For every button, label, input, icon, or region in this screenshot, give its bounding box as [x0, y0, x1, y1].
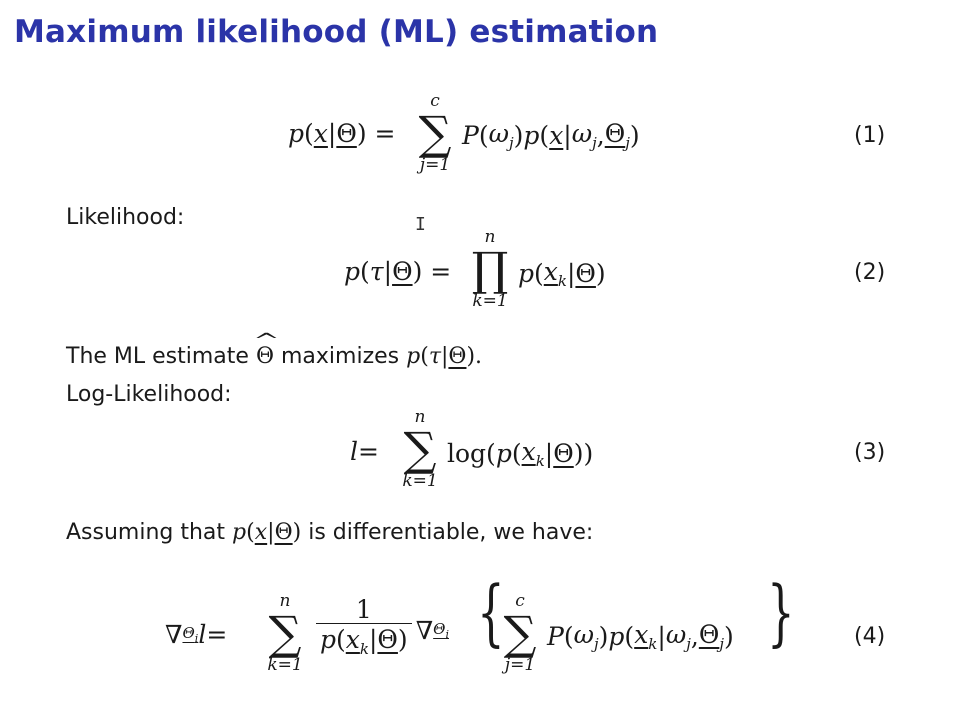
assuming-line: Assuming that p(x|Θ) is differentiable, we have: [66, 520, 594, 545]
eq3-number: (3) [854, 440, 886, 465]
eq1-lhs: p ( x | Θ ) = [288, 119, 396, 148]
eq1-rhs: P ( $\omega_j$ ) p ( x | $\omega_j$ , $\Theta_j$ ) [462, 119, 640, 152]
eq4-outer-sum-upper: n [279, 591, 291, 611]
eq2-prod-lower: k=1 [472, 291, 508, 311]
eq4-number: (4) [854, 624, 886, 649]
slide-title: Maximum likelihood (ML) estimation [14, 14, 659, 50]
eq2-rhs: p ( $x_k$ | Θ ) [518, 257, 606, 290]
ml-estimate-text-2: maximizes [281, 344, 400, 369]
eq1-sum: c ∑ j=1 [405, 92, 465, 174]
eq4-inner-rhs: P ( $\omega_j$ ) p ( $x_k$ | $\omega_j$ , $\Theta_j$ ) [547, 620, 734, 653]
eq3-sum-lower: k=1 [402, 471, 438, 491]
assuming-text-2: is differentiable, we have: [308, 520, 594, 545]
eq2-product: n ∏ k=1 [460, 228, 520, 310]
likelihood-label: Likelihood: [66, 205, 185, 230]
eq4-lhs: ∇ $\Theta_i$ l = [165, 620, 228, 649]
eq3-lhs: l = [350, 437, 379, 466]
text-cursor-icon: I [415, 214, 426, 235]
eq4-inner-sum-upper: c [515, 591, 525, 611]
eq3-rhs: log( p ( $x_k$ | Θ )) [447, 437, 594, 470]
eq2-lhs: p ( τ | Θ ) = [344, 257, 452, 286]
eq1-number: (1) [854, 123, 886, 148]
ml-estimate-line: The ML estimate ^ Θ maximizes p(τ|Θ). [66, 344, 482, 369]
ml-estimate-text-1: The ML estimate [66, 344, 249, 369]
eq4-inner-sum-lower: j=1 [504, 655, 536, 675]
eq4-fraction-part: $\frac{1}{p(x_k|\Theta)}$ ∇ $\Theta_i$ [312, 597, 449, 663]
eq3-sum: n ∑ k=1 [390, 408, 450, 490]
eq4-fraction: $\frac{1}{p(x_k|\Theta)}$ [316, 597, 412, 663]
eq1-sum-upper: c [430, 91, 440, 111]
eq4-outer-sum: n ∑ k=1 [255, 592, 315, 674]
loglikelihood-label: Log-Likelihood: [66, 382, 232, 407]
eq1-sum-lower: j=1 [419, 155, 451, 175]
eq2-prod-upper: n [484, 227, 496, 247]
eq4-left-brace: { [477, 570, 505, 654]
eq4-inner-sum: c ∑ j=1 [490, 592, 550, 674]
eq4-numerator: 1 [355, 595, 372, 624]
eq2-number: (2) [854, 260, 886, 285]
eq4-outer-sum-lower: k=1 [267, 655, 303, 675]
eq3-sum-upper: n [414, 407, 426, 427]
eq4-right-brace: } [767, 570, 795, 654]
assuming-text-1: Assuming that [66, 520, 226, 545]
